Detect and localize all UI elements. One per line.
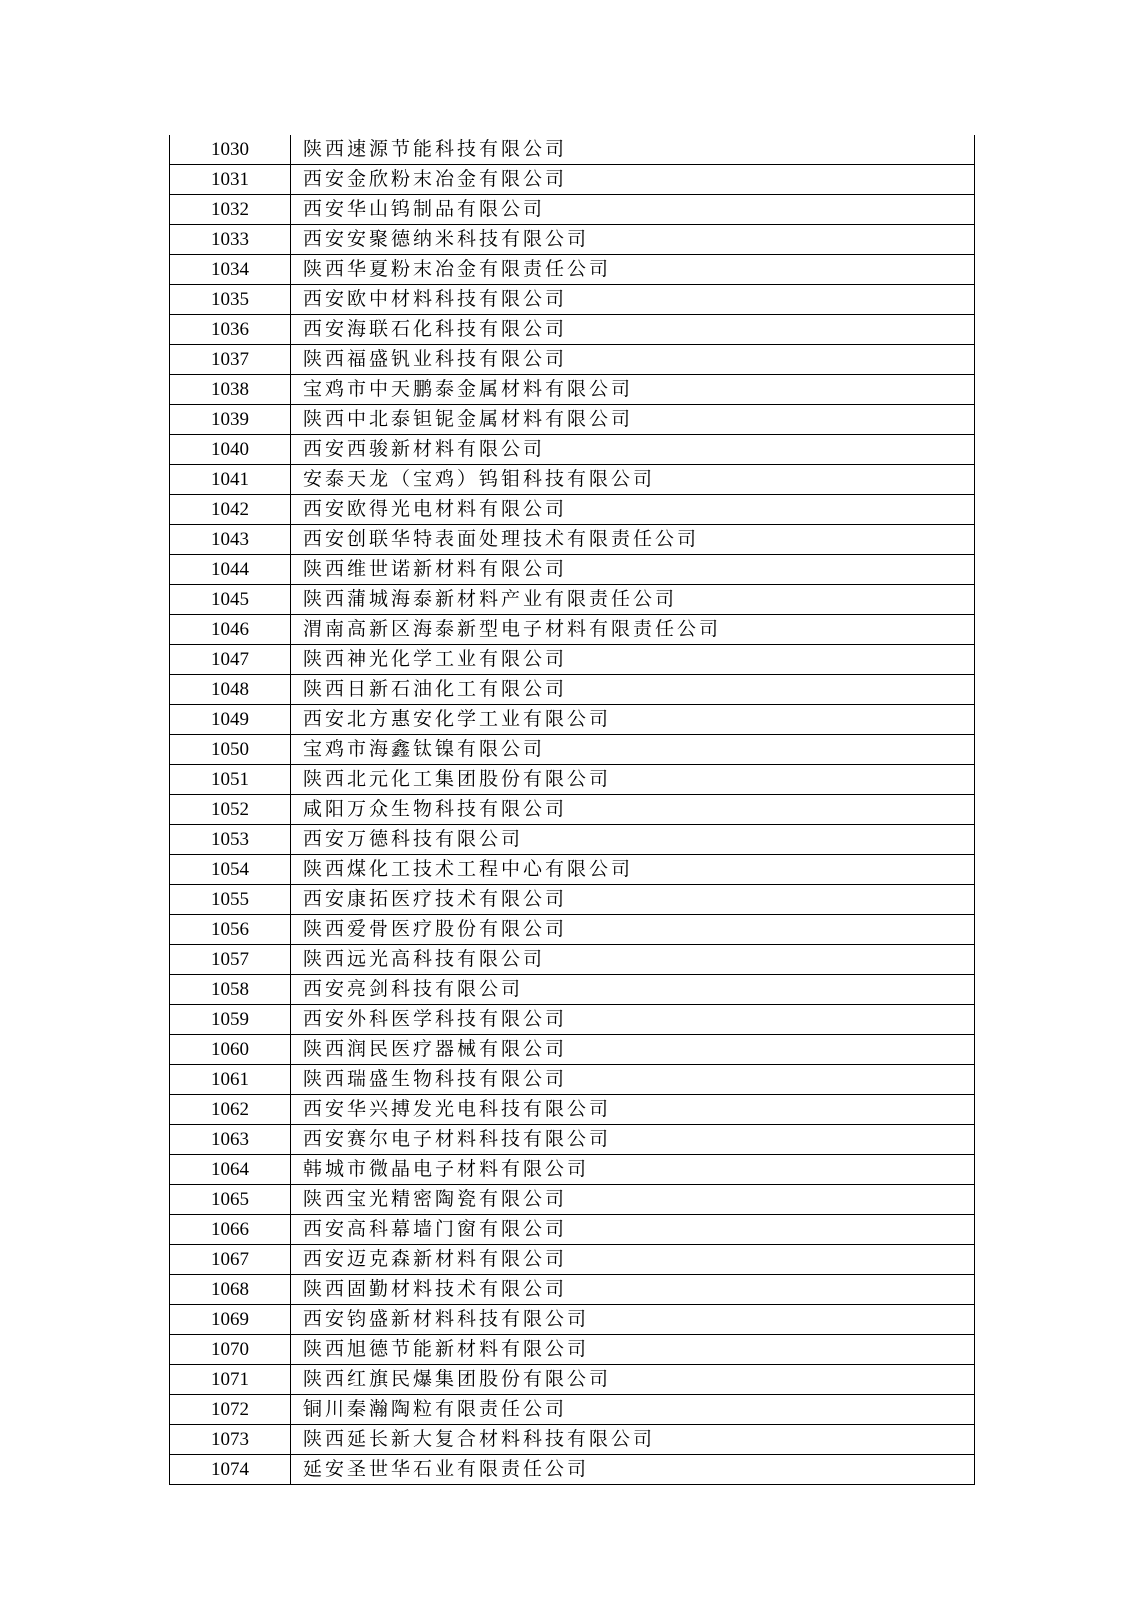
table-row [170, 795, 975, 825]
row-number: 1052 [170, 795, 291, 825]
table-row [170, 735, 975, 765]
row-number: 1053 [170, 825, 291, 855]
company-name: 陕西延长新大复合材料科技有限公司 [291, 1425, 975, 1455]
company-name: 陕西蒲城海泰新材料产业有限责任公司 [291, 585, 975, 615]
row-number: 1069 [170, 1305, 291, 1335]
row-number: 1030 [170, 135, 291, 165]
row-number: 1033 [170, 225, 291, 255]
table-row [170, 375, 975, 405]
table-row [170, 465, 975, 495]
table-row [170, 1005, 975, 1035]
row-number: 1034 [170, 255, 291, 285]
table-row [170, 945, 975, 975]
table-row [170, 645, 975, 675]
row-number: 1036 [170, 315, 291, 345]
table-row [170, 285, 975, 315]
company-name: 西安高科幕墙门窗有限公司 [291, 1215, 975, 1245]
row-number: 1059 [170, 1005, 291, 1035]
row-number: 1073 [170, 1425, 291, 1455]
company-name: 宝鸡市海鑫钛镍有限公司 [291, 735, 975, 765]
row-number: 1037 [170, 345, 291, 375]
row-number: 1071 [170, 1365, 291, 1395]
row-number: 1063 [170, 1125, 291, 1155]
company-name: 西安安聚德纳米科技有限公司 [291, 225, 975, 255]
company-name: 咸阳万众生物科技有限公司 [291, 795, 975, 825]
table-row [170, 405, 975, 435]
company-name: 西安金欣粉末冶金有限公司 [291, 165, 975, 195]
table-row [170, 345, 975, 375]
table-row [170, 1095, 975, 1125]
company-name: 渭南高新区海泰新型电子材料有限责任公司 [291, 615, 975, 645]
table-row [170, 525, 975, 555]
table-row [170, 1305, 975, 1335]
company-name: 陕西福盛钒业科技有限公司 [291, 345, 975, 375]
row-number: 1035 [170, 285, 291, 315]
company-name: 宝鸡市中天鹏泰金属材料有限公司 [291, 375, 975, 405]
table-row [170, 1395, 975, 1425]
table-row [170, 1065, 975, 1095]
table-row [170, 1425, 975, 1455]
table-row [170, 765, 975, 795]
row-number: 1039 [170, 405, 291, 435]
row-number: 1060 [170, 1035, 291, 1065]
company-name: 西安万德科技有限公司 [291, 825, 975, 855]
table-row [170, 915, 975, 945]
row-number: 1031 [170, 165, 291, 195]
table-row [170, 1245, 975, 1275]
company-name: 安泰天龙（宝鸡）钨钼科技有限公司 [291, 465, 975, 495]
table-row [170, 675, 975, 705]
table-body [170, 135, 975, 1485]
table-row [170, 1155, 975, 1185]
row-number: 1049 [170, 705, 291, 735]
row-number: 1067 [170, 1245, 291, 1275]
table-row [170, 975, 975, 1005]
row-number: 1065 [170, 1185, 291, 1215]
table-row [170, 1215, 975, 1245]
company-name: 西安康拓医疗技术有限公司 [291, 885, 975, 915]
row-number: 1068 [170, 1275, 291, 1305]
table-row [170, 1365, 975, 1395]
company-name: 韩城市微晶电子材料有限公司 [291, 1155, 975, 1185]
company-name: 西安外科医学科技有限公司 [291, 1005, 975, 1035]
row-number: 1072 [170, 1395, 291, 1425]
company-name: 西安西骏新材料有限公司 [291, 435, 975, 465]
row-number: 1057 [170, 945, 291, 975]
company-name: 陕西北元化工集团股份有限公司 [291, 765, 975, 795]
row-number: 1044 [170, 555, 291, 585]
row-number: 1074 [170, 1455, 291, 1485]
row-number: 1043 [170, 525, 291, 555]
row-number: 1041 [170, 465, 291, 495]
company-name: 西安钧盛新材料科技有限公司 [291, 1305, 975, 1335]
company-name: 陕西旭德节能新材料有限公司 [291, 1335, 975, 1365]
company-list-table [169, 135, 975, 1485]
table-row [170, 495, 975, 525]
table-row [170, 315, 975, 345]
table-row [170, 165, 975, 195]
table-row [170, 1185, 975, 1215]
company-name: 陕西瑞盛生物科技有限公司 [291, 1065, 975, 1095]
table-row [170, 825, 975, 855]
company-name: 西安迈克森新材料有限公司 [291, 1245, 975, 1275]
row-number: 1046 [170, 615, 291, 645]
row-number: 1066 [170, 1215, 291, 1245]
company-name: 陕西速源节能科技有限公司 [291, 135, 975, 165]
row-number: 1055 [170, 885, 291, 915]
company-name: 西安创联华特表面处理技术有限责任公司 [291, 525, 975, 555]
table-row [170, 1335, 975, 1365]
row-number: 1054 [170, 855, 291, 885]
table-row [170, 225, 975, 255]
table-row [170, 585, 975, 615]
company-name: 陕西华夏粉末冶金有限责任公司 [291, 255, 975, 285]
table-row [170, 435, 975, 465]
company-name: 西安华兴搏发光电科技有限公司 [291, 1095, 975, 1125]
table-row [170, 855, 975, 885]
company-name: 铜川秦瀚陶粒有限责任公司 [291, 1395, 975, 1425]
row-number: 1040 [170, 435, 291, 465]
table-row [170, 1275, 975, 1305]
table-row [170, 885, 975, 915]
company-name: 陕西煤化工技术工程中心有限公司 [291, 855, 975, 885]
company-name: 陕西神光化学工业有限公司 [291, 645, 975, 675]
company-name: 陕西远光高科技有限公司 [291, 945, 975, 975]
row-number: 1051 [170, 765, 291, 795]
row-number: 1047 [170, 645, 291, 675]
company-name: 陕西宝光精密陶瓷有限公司 [291, 1185, 975, 1215]
company-name: 陕西润民医疗器械有限公司 [291, 1035, 975, 1065]
table-row [170, 135, 975, 165]
company-name: 陕西固勤材料技术有限公司 [291, 1275, 975, 1305]
company-name: 西安赛尔电子材料科技有限公司 [291, 1125, 975, 1155]
table-row [170, 255, 975, 285]
row-number: 1042 [170, 495, 291, 525]
row-number: 1061 [170, 1065, 291, 1095]
row-number: 1064 [170, 1155, 291, 1185]
row-number: 1048 [170, 675, 291, 705]
table-row [170, 705, 975, 735]
row-number: 1062 [170, 1095, 291, 1125]
company-name: 陕西日新石油化工有限公司 [291, 675, 975, 705]
table-row [170, 1035, 975, 1065]
row-number: 1056 [170, 915, 291, 945]
row-number: 1058 [170, 975, 291, 1005]
table-row [170, 195, 975, 225]
company-name: 西安北方惠安化学工业有限公司 [291, 705, 975, 735]
row-number: 1032 [170, 195, 291, 225]
table-row [170, 1125, 975, 1155]
company-name: 西安亮剑科技有限公司 [291, 975, 975, 1005]
company-name: 西安欧得光电材料有限公司 [291, 495, 975, 525]
company-name: 西安海联石化科技有限公司 [291, 315, 975, 345]
company-name: 陕西爱骨医疗股份有限公司 [291, 915, 975, 945]
row-number: 1038 [170, 375, 291, 405]
company-name: 西安欧中材料科技有限公司 [291, 285, 975, 315]
company-name: 陕西红旗民爆集团股份有限公司 [291, 1365, 975, 1395]
table-row [170, 1455, 975, 1485]
company-name: 陕西中北泰钽铌金属材料有限公司 [291, 405, 975, 435]
row-number: 1050 [170, 735, 291, 765]
company-name: 陕西维世诺新材料有限公司 [291, 555, 975, 585]
row-number: 1045 [170, 585, 291, 615]
table-row [170, 555, 975, 585]
table-row [170, 615, 975, 645]
company-name: 西安华山钨制品有限公司 [291, 195, 975, 225]
row-number: 1070 [170, 1335, 291, 1365]
company-name: 延安圣世华石业有限责任公司 [291, 1455, 975, 1485]
